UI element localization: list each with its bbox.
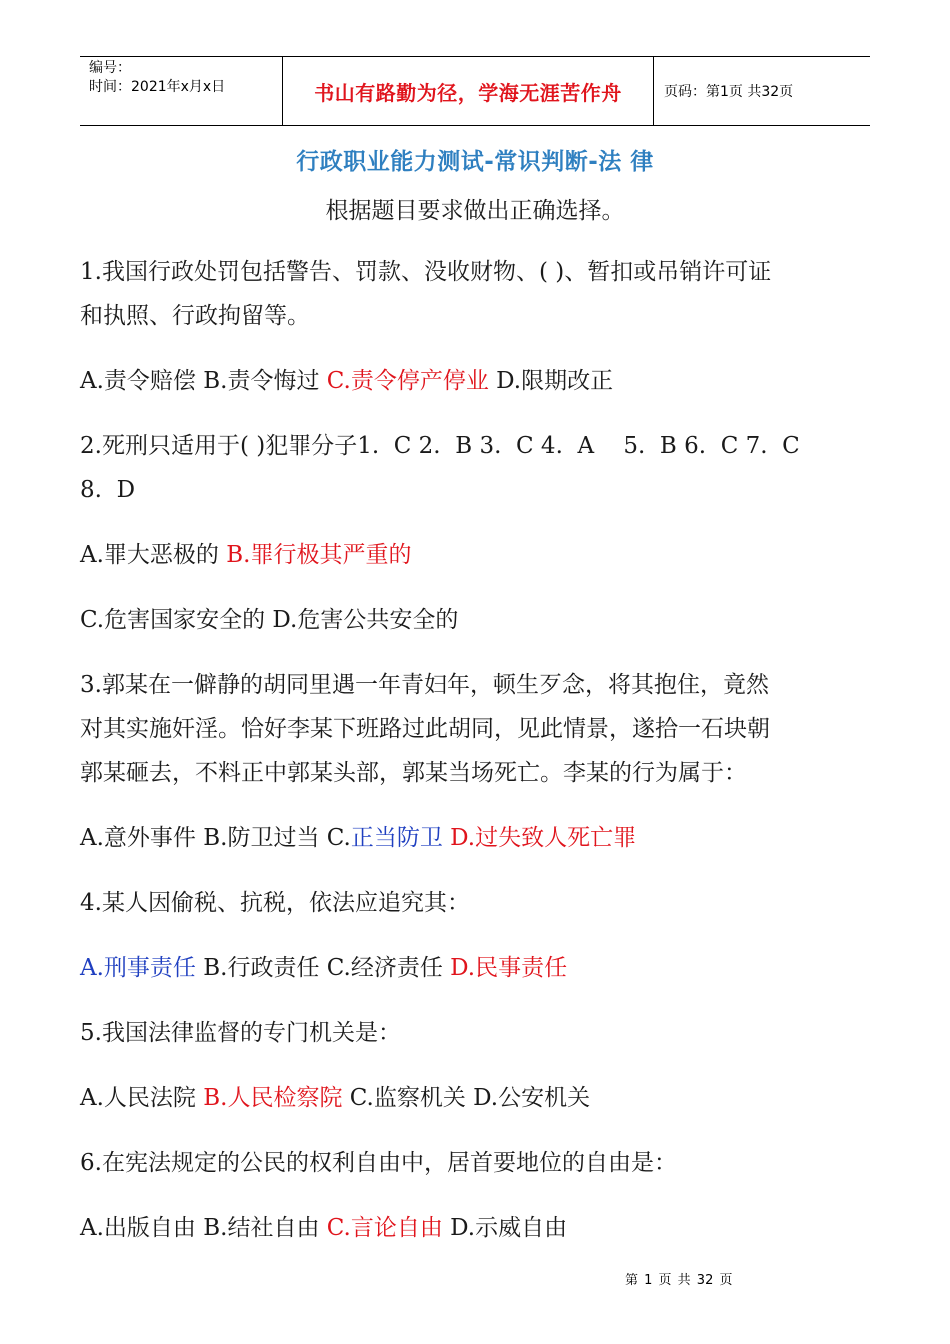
answer-option: D.过失致人死亡罪 xyxy=(442,825,637,851)
stem-line: 2.死刑只适用于( )犯罪分子1. C 2. B 3. C 4. A 5. B 6. C 7. C xyxy=(80,433,800,459)
answer-option: B.罪行极其严重的 xyxy=(226,542,412,568)
option-text: A.罪大恶极的 xyxy=(80,542,227,568)
question-options xyxy=(80,1206,870,1250)
question-stem xyxy=(80,250,870,338)
answer-option: D.民事责任 xyxy=(450,955,568,981)
stem-line: 和执照、行政拘留等。 xyxy=(80,303,310,329)
question-stem xyxy=(80,1141,870,1185)
question-stem xyxy=(80,1011,870,1055)
stem-line: 5.我国法律监督的专门机关是： xyxy=(80,1020,401,1046)
stem-line: 1.我国行政处罚包括警告、罚款、没收财物、( )、暂扣或吊销许可证 xyxy=(80,259,772,285)
header-motto: 书山有路勤为径，学海无涯苦作舟 xyxy=(282,57,654,125)
option-text: C.监察机关 D.公安机关 xyxy=(342,1085,591,1111)
stem-line: 4.某人因偷税、抗税，依法应追究其： xyxy=(80,890,470,916)
stem-line: 对其实施奸淫。恰好李某下班路过此胡同，见此情景，遂拾一石块朝 xyxy=(80,716,770,742)
question-stem xyxy=(80,663,870,795)
header-meta xyxy=(80,57,282,125)
question-options xyxy=(80,598,870,642)
question-options xyxy=(80,816,870,860)
answer-option: C.言论自由 xyxy=(326,1215,443,1241)
question-stem xyxy=(80,881,870,925)
option-text: C.危害国家安全的 D.危害公共安全的 xyxy=(80,607,459,633)
answer-option: C.责令停产停业 xyxy=(326,368,489,394)
question-options xyxy=(80,533,870,577)
option-text: A.人民法院 xyxy=(80,1085,204,1111)
question-list xyxy=(80,250,870,1250)
number-label: 编号： xyxy=(89,60,131,76)
stem-line: 6.在宪法规定的公民的权利自由中，居首要地位的自由是： xyxy=(80,1150,677,1176)
page-footer: 第 1 页 共 32 页 xyxy=(625,1273,733,1288)
page-subtitle: 根据题目要求做出正确选择。 xyxy=(325,198,625,224)
document-header xyxy=(80,56,870,126)
header-page-info: 页码：第1页 共32页 xyxy=(664,84,794,100)
question-options xyxy=(80,359,870,403)
question-options xyxy=(80,946,870,990)
stem-line: 3.郭某在一僻静的胡同里遇一年青妇年，顿生歹念，将其抱住，竟然 xyxy=(80,672,769,698)
option-text: D.限期改正 xyxy=(488,368,614,394)
option-text: B.行政责任 C.经济责任 xyxy=(195,955,451,981)
stem-line: 郭某砸去，不料正中郭某头部，郭某当场死亡。李某的行为属于： xyxy=(80,760,747,786)
highlighted-option: A.刑事责任 xyxy=(80,955,196,981)
option-text: A.出版自由 B.结社自由 xyxy=(80,1215,327,1241)
question-stem xyxy=(80,424,870,512)
option-text: A.意外事件 B.防卫过当 C. xyxy=(80,825,351,851)
page-title: 行政职业能力测试-常识判断-法 律 xyxy=(296,149,654,175)
time-label: 时间：2021年x月x日 xyxy=(89,79,226,95)
answer-option: B.人民检察院 xyxy=(203,1085,343,1111)
highlighted-option: 正当防卫 xyxy=(350,825,443,851)
option-text: D.示威自由 xyxy=(442,1215,568,1241)
question-options xyxy=(80,1076,870,1120)
option-text: A.责令赔偿 B.责令悔过 xyxy=(80,368,327,394)
stem-line: 8. D xyxy=(80,477,136,503)
